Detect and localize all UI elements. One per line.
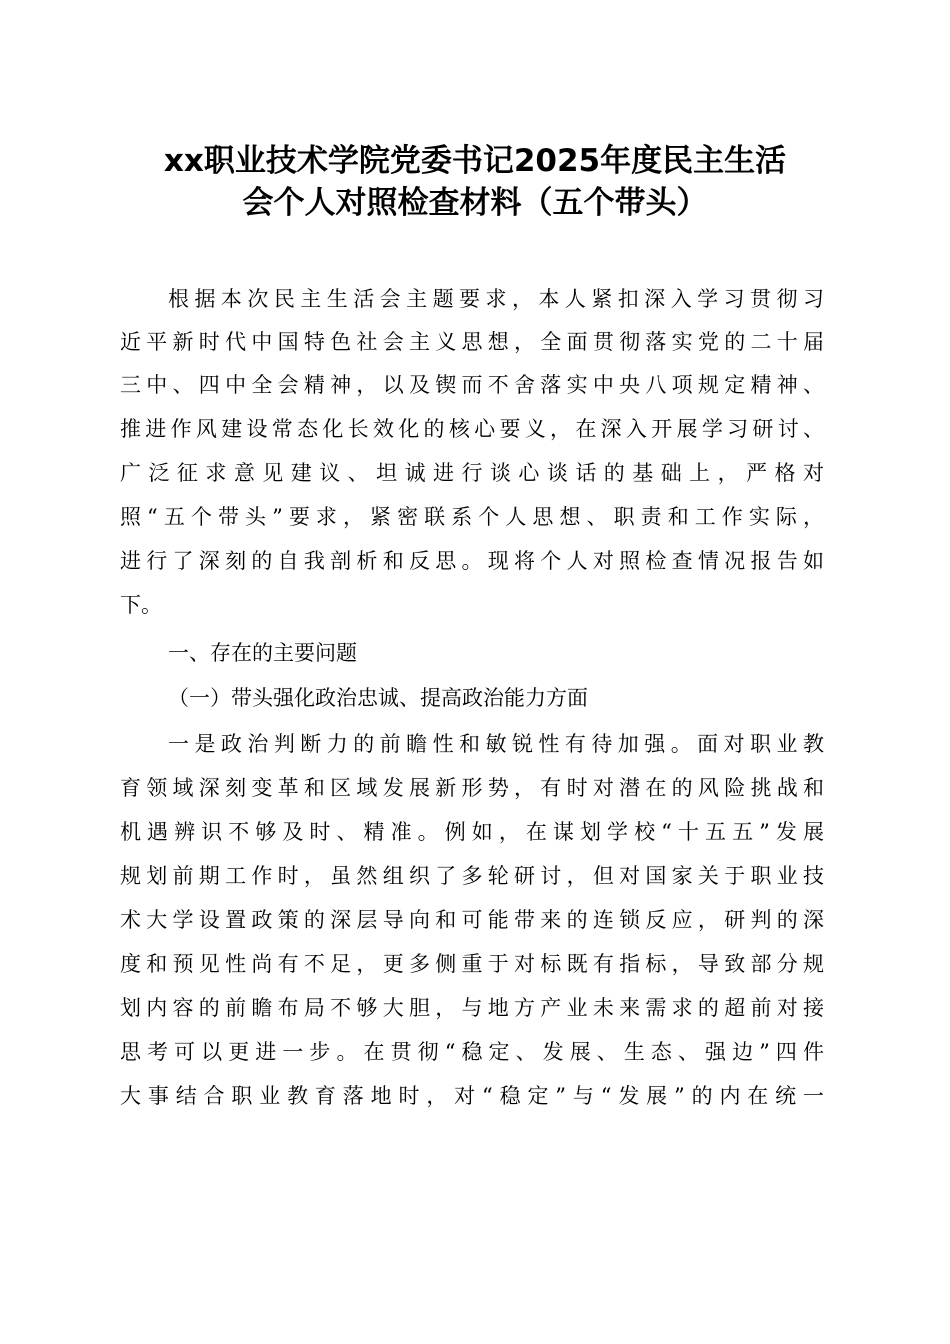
intro-paragraph-line: 进行了深刻的自我剖析和反思。现将个人对照检查情况报告如 (120, 549, 824, 573)
body-paragraph-line: 规划前期工作时，虽然组织了多轮研讨，但对国家关于职业技 (120, 864, 824, 888)
body-paragraph-line: 思考可以更进一步。在贯彻“稳定、发展、生态、强边”四件 (120, 1040, 824, 1064)
body-paragraph-line: 大事结合职业教育落地时，对“稳定”与“发展”的内在统一 (120, 1084, 824, 1108)
document-title-line-1: xx职业技术学院党委书记2025年度民主生活 (163, 143, 787, 179)
body-paragraph-line: 一是政治判断力的前瞻性和敏锐性有待加强。面对职业教 (168, 732, 824, 756)
intro-paragraph-line: 根据本次民主生活会主题要求，本人紧扣深入学习贯彻习 (168, 287, 824, 311)
intro-paragraph-line: 照“五个带头”要求，紧密联系个人思想、职责和工作实际， (120, 505, 824, 529)
body-paragraph-line: 划内容的前瞻布局不够大胆，与地方产业未来需求的超前对接 (120, 996, 824, 1020)
body-paragraph-line: 术大学设置政策的深层导向和可能带来的连锁反应，研判的深 (120, 908, 824, 932)
document-title-line-2: 会个人对照检查材料（五个带头） (242, 185, 708, 221)
intro-paragraph-line: 近平新时代中国特色社会主义思想，全面贯彻落实党的二十届 (120, 330, 824, 354)
section-heading: 一、存在的主要问题 (168, 641, 357, 665)
subsection-heading: （一）带头强化政治忠诚、提高政治能力方面 (168, 686, 588, 710)
body-paragraph-line: 度和预见性尚有不足，更多侧重于对标既有指标，导致部分规 (120, 952, 824, 976)
body-paragraph-line: 育领域深刻变革和区域发展新形势，有时对潜在的风险挑战和 (120, 776, 824, 800)
intro-paragraph-line: 推进作风建设常态化长效化的核心要义，在深入开展学习研讨、 (120, 417, 824, 441)
intro-paragraph-line: 广泛征求意见建议、坦诚进行谈心谈话的基础上，严格对 (120, 461, 824, 485)
intro-paragraph-line: 下。 (120, 593, 162, 617)
intro-paragraph-line: 三中、四中全会精神，以及锲而不舍落实中央八项规定精神、 (120, 373, 824, 397)
body-paragraph-line: 机遇辨识不够及时、精准。例如，在谋划学校“十五五”发展 (120, 820, 824, 844)
